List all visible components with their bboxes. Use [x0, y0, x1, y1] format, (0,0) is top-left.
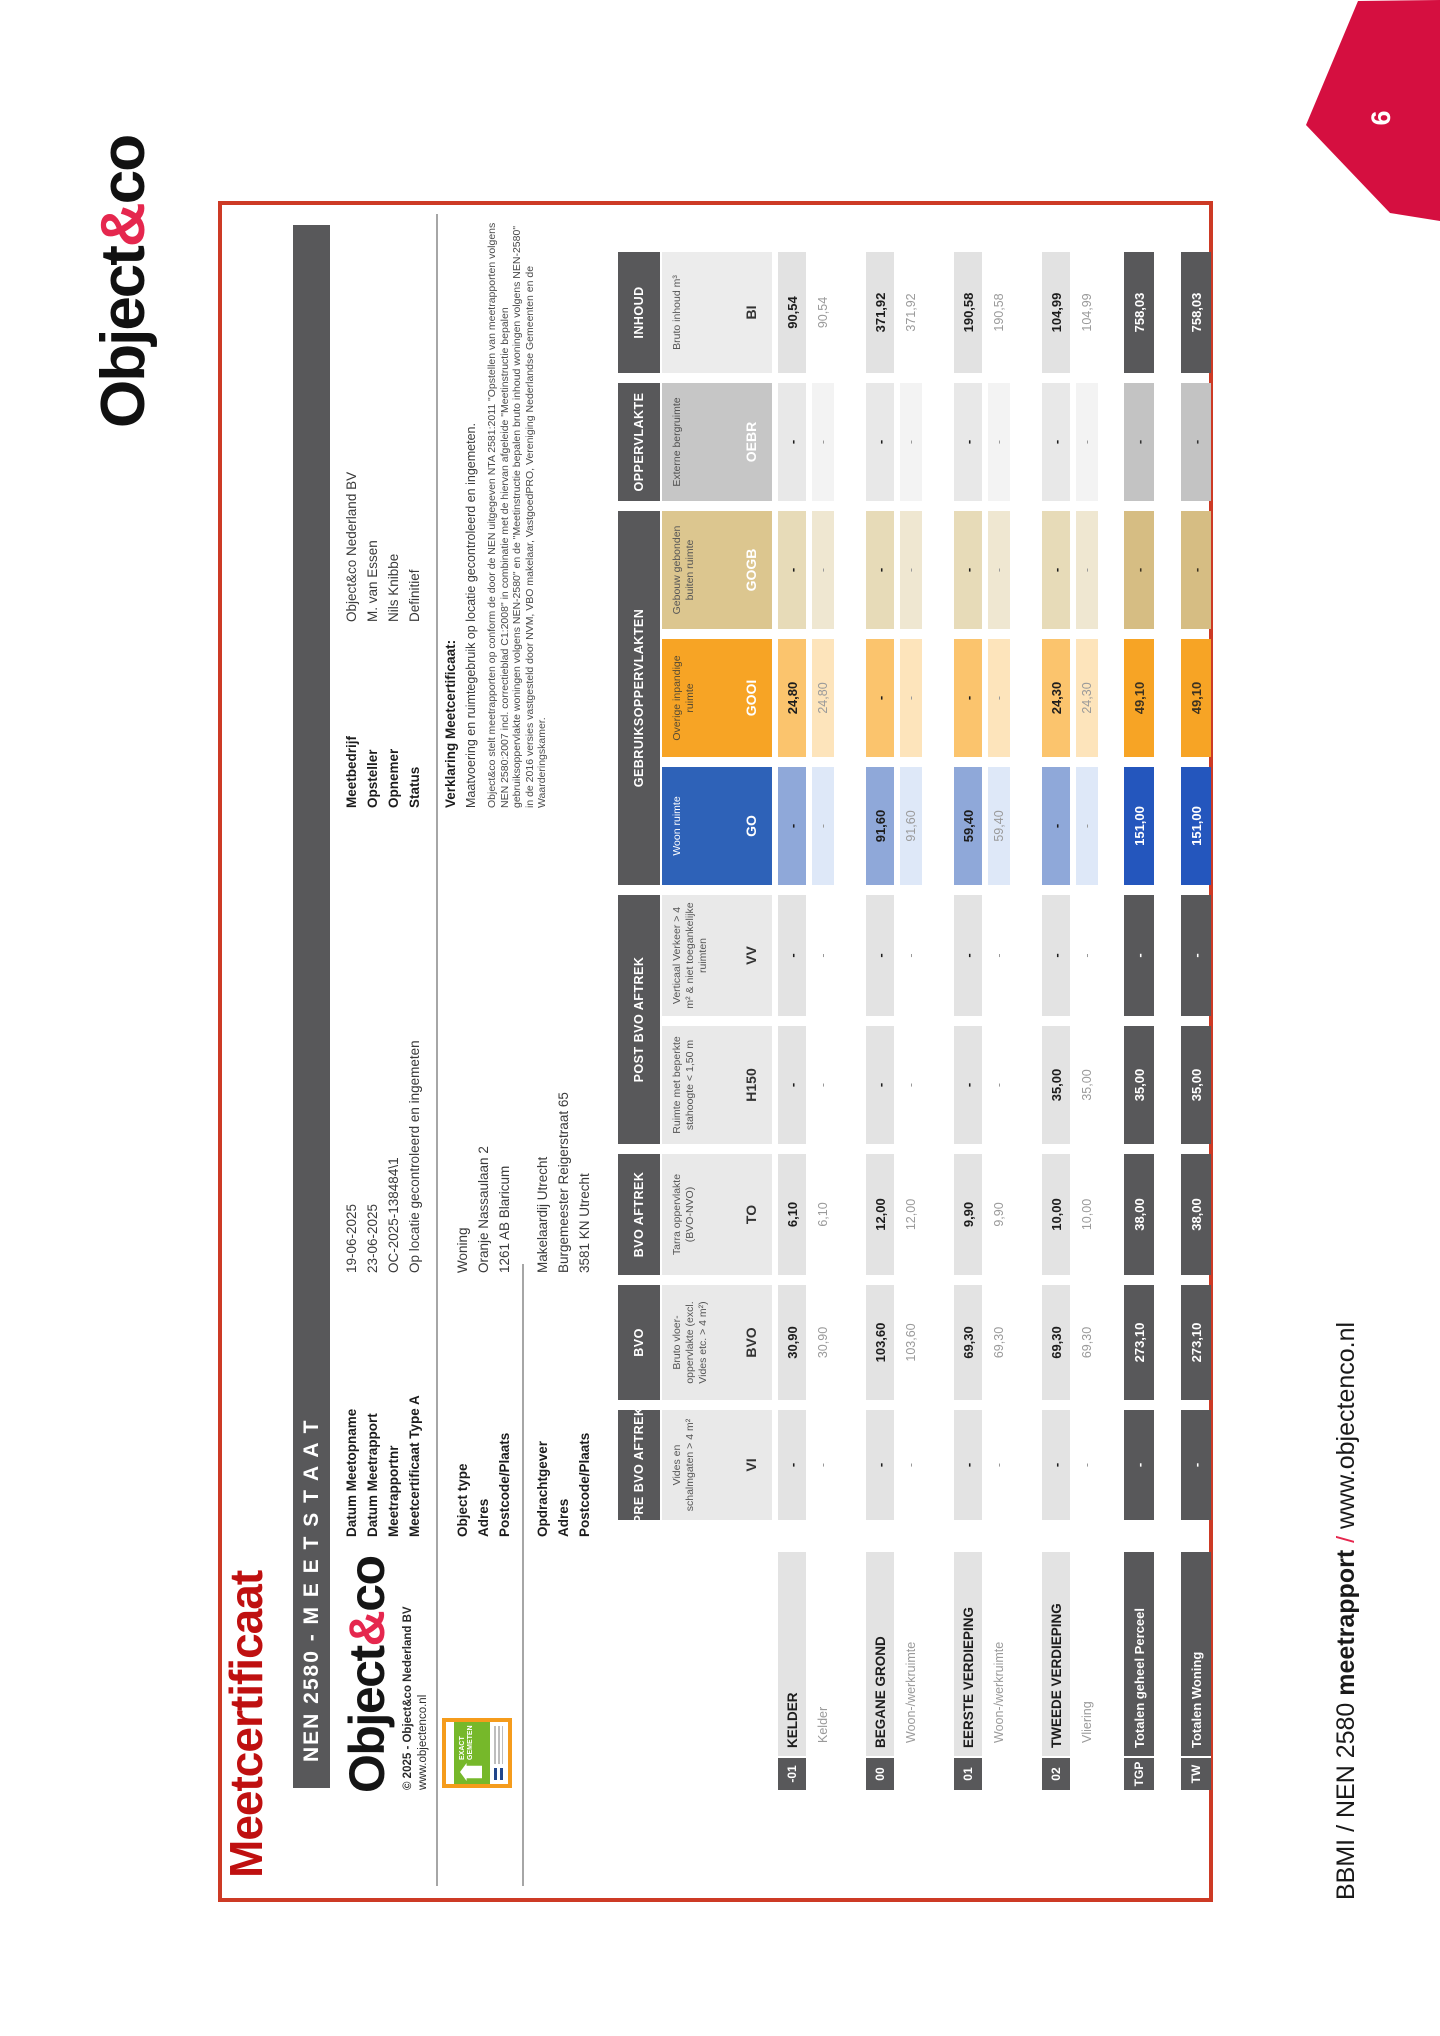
table-cell-vv-r9: - [1181, 895, 1211, 1016]
meta-label-postcode-plaats: Postcode/Plaats [576, 1432, 592, 1537]
table-cell-to-r4: 9,90 [954, 1154, 982, 1275]
badge-text: EXACT GEMETEN [459, 1725, 475, 1760]
column-code: OEBR [742, 421, 759, 463]
table-cell-h150-r2: - [866, 1026, 894, 1144]
divider-middle [522, 1264, 524, 1886]
table-cell-bvo-r6: 69,30 [1042, 1285, 1070, 1400]
footer [1332, 1322, 1361, 1900]
page-number: 6 [1366, 110, 1396, 126]
page-title: Meetcertificaat [220, 1570, 272, 1878]
column-description: Gebouw gebonden buiten ruimte [671, 525, 697, 615]
meta-label-adres: Adres [475, 1498, 491, 1537]
website-line: www.objectenco.nl [417, 1694, 429, 1790]
table-cell-gogb-r6: - [1042, 511, 1070, 629]
meta-value: Woning [454, 1227, 470, 1273]
column-description: Overige inpandige ruimte [671, 655, 697, 741]
table-cell-bi-r3: 371,92 [904, 293, 918, 332]
table-cell-oebr-r5: - [988, 383, 1010, 501]
footer-nen: NEN 2580 [1332, 1695, 1360, 1825]
table-cell-bi-r2: 371,92 [866, 252, 894, 373]
column-description: Vides en schalmgaten > 4 m² [671, 1418, 697, 1512]
table-cell-oebr-r2: - [866, 383, 894, 501]
badge-fineprint [494, 1726, 503, 1764]
table-cell-to-r9: 38,00 [1181, 1154, 1211, 1275]
table-cell-gogb-r7: - [1076, 511, 1098, 629]
footer-bbmi: BBMI [1332, 1831, 1360, 1900]
meta-value: M. van Essen [364, 540, 380, 622]
table-cell-bi-r9: 758,03 [1181, 252, 1211, 373]
table-cell-bi-r4: 190,58 [954, 252, 982, 373]
table-cell-vv-r7: - [1080, 953, 1094, 958]
meta-label-datum-meetopname: Datum Meetopname [343, 1408, 359, 1537]
table-cell-go-r2: 91,60 [866, 767, 894, 885]
meta-label-object-type: Object type [454, 1463, 470, 1537]
table-cell-go-r3: 91,60 [900, 767, 922, 885]
table-cell-bi-r5: 190,58 [992, 293, 1006, 332]
table-column-header-gooi [662, 639, 772, 757]
table-cell-vv-r5: - [992, 953, 1006, 958]
column-code: BI [742, 305, 759, 320]
table-cell-vv-r0: - [778, 895, 806, 1016]
table-cell-vv-r2: - [866, 895, 894, 1016]
table-cell-vv-r6: - [1042, 895, 1070, 1016]
table-cell-vi-r6: - [1042, 1410, 1070, 1520]
table-cell-vv-r1: - [816, 953, 830, 958]
meta-label-status: Status [406, 766, 422, 808]
table-cell-bvo-r4: 69,30 [954, 1285, 982, 1400]
meta-value: Burgemeester Reigerstraat 65 [555, 1092, 571, 1273]
meta-value: Makelaardij Utrecht [534, 1156, 550, 1273]
column-code: BVO [742, 1327, 759, 1358]
table-cell-gooi-r6: 24,30 [1042, 639, 1070, 757]
column-code: TO [742, 1204, 759, 1225]
table-row-code: TGP [1124, 1756, 1154, 1790]
table-cell-gogb-r4: - [954, 511, 982, 629]
table-group-header-bvo-aftrek: BVO AFTREK [618, 1154, 660, 1275]
column-description: Externe bergruimte [671, 397, 683, 487]
meta-value: Object&co Nederland BV [343, 471, 359, 622]
footer-slash-2: / [1332, 1529, 1360, 1550]
table-cell-gogb-r1: - [812, 511, 834, 629]
table-group-header-pre-bvo-aftrek: PRE BVO AFTREK [618, 1410, 660, 1520]
table-cell-gooi-r5: - [988, 639, 1010, 757]
column-code: VI [742, 1458, 759, 1472]
column-code: GOOI [742, 679, 759, 717]
table-cell-oebr-r8: - [1124, 383, 1154, 501]
table-cell-gogb-r3: - [900, 511, 922, 629]
logo-text-suffix: co [89, 135, 158, 205]
table-cell-h150-r1: - [816, 1082, 830, 1088]
table-cell-bi-r8: 758,03 [1124, 252, 1154, 373]
table-column-header-to [662, 1154, 772, 1275]
verklaring-paragraph: Object&co stelt meetrapporten op conform de door de NEN uitgegeven NTA 2581:2011 "Opstellen van meetrapporten volgens NEN 2580:2007 incl. correctieblad C1:2008" in combinatie met de hiervan afgeleide "Meetinstructie bepalen gebruiksoppervlakte woningen volgens NEN-2580" en de "Meetinstructie bepalen bruto inhoud woningen volgens NEN-2580" in de 2016 versies vastgesteld door NVM, VBO makelaar, VastgoedPRO, Vereniging Nederlandse Gemeenten en de Waarderingskamer. [486, 222, 549, 808]
table-cell-bi-r6: 104,99 [1042, 252, 1070, 373]
copyright-line: © 2025 - Object&co Nederland BV [402, 1606, 414, 1790]
table-cell-bvo-r0: 30,90 [778, 1285, 806, 1400]
table-cell-oebr-r9: - [1181, 383, 1211, 501]
table-group-header-bvo: BVO [618, 1285, 660, 1400]
table-cell-vi-r5: - [992, 1462, 1006, 1468]
table-cell-oebr-r7: - [1076, 383, 1098, 501]
table-cell-oebr-r6: - [1042, 383, 1070, 501]
meta-label-meetbedrijf: Meetbedrijf [343, 735, 359, 808]
meta-label-opsteller: Opsteller [364, 749, 380, 808]
column-description: Woon ruimte [671, 796, 683, 856]
table-cell-gooi-r4: - [954, 639, 982, 757]
logo-ampersand: & [89, 204, 158, 248]
table-cell-go-r1: - [812, 767, 834, 885]
table-cell-bi-r0: 90,54 [778, 252, 806, 373]
table-cell-gooi-r0: 24,80 [778, 639, 806, 757]
column-code: GO [742, 815, 759, 837]
logo-text-suffix: co [339, 1556, 395, 1612]
table-row-label: EERSTE VERDIEPING [960, 1606, 976, 1748]
table-cell-h150-r4: - [954, 1026, 982, 1144]
table-row-code: 02 [1042, 1756, 1070, 1790]
meta-value: Nils Knibbe [385, 553, 401, 622]
table-column-header-go [662, 767, 772, 885]
table-row-label: TWEEDE VERDIEPING [1048, 1603, 1064, 1748]
table-row-label: BEGANE GROND [872, 1636, 888, 1748]
document-logo [338, 1556, 396, 1793]
meta-label-meetrapportnr: Meetrapportnr [385, 1445, 401, 1537]
nen-2580-meetstaat-bar: NEN 2580 - M E E T S T A A T [293, 225, 330, 1788]
badge-green-area [454, 1722, 490, 1784]
logo-text-prefix: Object [339, 1646, 395, 1793]
table-cell-h150-r9: 35,00 [1181, 1026, 1211, 1144]
table-row-code: 01 [954, 1756, 982, 1790]
meta-label-opnemer: Opnemer [385, 748, 401, 808]
table-row-label-sub: Woon-/werkruimte [904, 1641, 918, 1743]
table-column-header-vv [662, 895, 772, 1016]
table-column-header-gogb [662, 511, 772, 629]
footer-url: www.objectenco.nl [1332, 1321, 1360, 1529]
table-group-header-inhoud: INHOUD [618, 252, 660, 373]
badge-top-strip [446, 1722, 454, 1784]
table-cell-to-r3: 12,00 [904, 1198, 918, 1231]
table-cell-go-r8: 151,00 [1124, 767, 1154, 885]
column-description: Bruto inhoud m³ [671, 275, 683, 350]
table-cell-gogb-r0: - [778, 511, 806, 629]
table-row-code: -01 [778, 1756, 806, 1790]
logo-text-prefix: Object [89, 247, 158, 428]
table-cell-to-r1: 6,10 [816, 1202, 830, 1227]
table-cell-bvo-r3: 103,60 [904, 1323, 918, 1362]
table-row-code: 00 [866, 1756, 894, 1790]
meta-label-datum-meetrapport: Datum Meetrapport [364, 1413, 380, 1537]
table-cell-oebr-r0: - [778, 383, 806, 501]
meta-value: 19-06-2025 [343, 1203, 359, 1273]
table-cell-gogb-r8: - [1124, 511, 1154, 629]
table-group-header-post-bvo-aftrek: POST BVO AFTREK [618, 895, 660, 1144]
meta-label-opdrachtgever: Opdrachtgever [534, 1440, 550, 1537]
table-cell-oebr-r4: - [954, 383, 982, 501]
table-cell-gooi-r2: - [866, 639, 894, 757]
table-cell-vv-r3: - [904, 953, 918, 958]
table-group-header-gebruiksoppervlakten: GEBRUIKSOPPERVLAKTEN [618, 511, 660, 885]
table-cell-vi-r7: - [1080, 1462, 1094, 1468]
meta-value: OC-2025-138484\1 [385, 1157, 401, 1273]
table-cell-bvo-r9: 273,10 [1181, 1285, 1211, 1400]
table-cell-h150-r6: 35,00 [1042, 1026, 1070, 1144]
table-cell-go-r4: 59,40 [954, 767, 982, 885]
table-cell-oebr-r1: - [812, 383, 834, 501]
table-cell-bvo-r1: 30,90 [816, 1326, 830, 1359]
table-cell-gooi-r7: 24,30 [1076, 639, 1098, 757]
table-cell-go-r0: - [778, 767, 806, 885]
badge-bottom-strip [490, 1722, 508, 1784]
column-code: H150 [742, 1068, 759, 1102]
table-cell-go-r9: 151,00 [1181, 767, 1211, 885]
table-cell-bvo-r7: 69,30 [1080, 1326, 1094, 1359]
verklaring-line: Maatvoering en ruimtegebruik op locatie gecontroleerd en ingemeten. [464, 423, 478, 808]
table-cell-gooi-r1: 24,80 [812, 639, 834, 757]
company-logo [88, 136, 159, 428]
verklaring-heading: Verklaring Meetcertificaat: [443, 639, 458, 808]
table-cell-h150-r3: - [904, 1082, 918, 1088]
meta-value: 23-06-2025 [364, 1203, 380, 1273]
table-row-label: Totalen Woning [1188, 1651, 1204, 1748]
table-cell-vi-r2: - [866, 1410, 894, 1520]
table-row-label-sub: Woon-/werkruimte [992, 1641, 1006, 1743]
table-cell-vi-r1: - [816, 1462, 830, 1468]
table-cell-go-r6: - [1042, 767, 1070, 885]
meta-value: Definitief [406, 569, 422, 622]
table-cell-bvo-r2: 103,60 [866, 1285, 894, 1400]
table-cell-oebr-r3: - [900, 383, 922, 501]
table-cell-vi-r4: - [954, 1410, 982, 1520]
table-cell-h150-r7: 35,00 [1080, 1069, 1094, 1101]
table-column-header-vi [662, 1410, 772, 1520]
table-cell-gooi-r3: - [900, 639, 922, 757]
table-cell-to-r8: 38,00 [1124, 1154, 1154, 1275]
table-group-header-oppervlakte: OPPERVLAKTE [618, 383, 660, 501]
table-cell-h150-r0: - [778, 1026, 806, 1144]
table-cell-to-r2: 12,00 [866, 1154, 894, 1275]
meta-label-meetcertificaat-type-a: Meetcertificaat Type A [406, 1395, 422, 1537]
table-cell-vi-r3: - [904, 1462, 918, 1468]
meta-value: Op locatie gecontroleerd en ingemeten [406, 1040, 422, 1273]
table-row-label: Totalen geheel Perceel [1131, 1608, 1147, 1748]
table-column-header-oebr [662, 383, 772, 501]
table-column-header-bvo [662, 1285, 772, 1400]
table-cell-bvo-r8: 273,10 [1124, 1285, 1154, 1400]
table-cell-vi-r0: - [778, 1410, 806, 1520]
table-cell-vi-r8: - [1124, 1410, 1154, 1520]
column-code: GOGB [742, 548, 759, 592]
meta-value: Oranje Nassaulaan 2 [475, 1146, 491, 1273]
table-cell-gogb-r5: - [988, 511, 1010, 629]
meta-value: 1261 AB Blaricum [496, 1165, 512, 1273]
table-cell-gogb-r9: - [1181, 511, 1211, 629]
column-description: Bruto vloer- oppervlakte (excl. Vides etc. > 4 m²) [671, 1301, 710, 1384]
column-code: VV [742, 946, 759, 965]
exact-gemeten-badge [442, 1718, 512, 1788]
table-cell-gogb-r2: - [866, 511, 894, 629]
meta-label-postcode-plaats: Postcode/Plaats [496, 1432, 512, 1537]
table-cell-gooi-r8: 49,10 [1124, 639, 1154, 757]
table-cell-go-r5: 59,40 [988, 767, 1010, 885]
table-cell-to-r5: 9,90 [992, 1202, 1006, 1227]
table-column-header-bi [662, 252, 772, 373]
table-cell-vv-r8: - [1124, 895, 1154, 1016]
column-description: Ruimte met beperkte stahoogte < 1,50 m [671, 1036, 697, 1134]
meta-value: 3581 KN Utrecht [576, 1173, 592, 1273]
table-cell-to-r7: 10,00 [1080, 1198, 1094, 1231]
dutch-flag-icon [494, 1768, 503, 1780]
table-cell-bi-r1: 90,54 [816, 296, 830, 329]
divider-top [436, 214, 438, 1886]
table-cell-vv-r4: - [954, 895, 982, 1016]
column-description: Verticaal Verkeer > 4 m² & niet toegankelijke ruimten [671, 902, 710, 1009]
table-cell-bvo-r5: 69,30 [992, 1326, 1006, 1359]
table-column-header-h150 [662, 1026, 772, 1144]
table-cell-bi-r7: 104,99 [1080, 293, 1094, 332]
footer-meetrapport: meetrapport [1332, 1549, 1360, 1696]
table-cell-to-r6: 10,00 [1042, 1154, 1070, 1275]
page-number-ribbon [1296, 0, 1440, 230]
logo-ampersand: & [339, 1611, 395, 1647]
table-cell-go-r7: - [1076, 767, 1098, 885]
house-icon [460, 1763, 482, 1781]
meta-label-adres: Adres [555, 1498, 571, 1537]
table-row-label-sub: Kelder [816, 1706, 830, 1743]
table-cell-vi-r9: - [1181, 1410, 1211, 1520]
column-description: Tarra oppervlakte (BVO-NVO) [671, 1173, 697, 1256]
table-cell-h150-r8: 35,00 [1124, 1026, 1154, 1144]
table-row-code: TW [1181, 1756, 1211, 1790]
footer-slash-1: / [1332, 1824, 1360, 1832]
table-cell-to-r0: 6,10 [778, 1154, 806, 1275]
table-row-label: KELDER [784, 1692, 800, 1748]
table-cell-gooi-r9: 49,10 [1181, 639, 1211, 757]
table-row-label-sub: Vliering [1080, 1701, 1094, 1743]
table-cell-h150-r5: - [992, 1082, 1006, 1088]
